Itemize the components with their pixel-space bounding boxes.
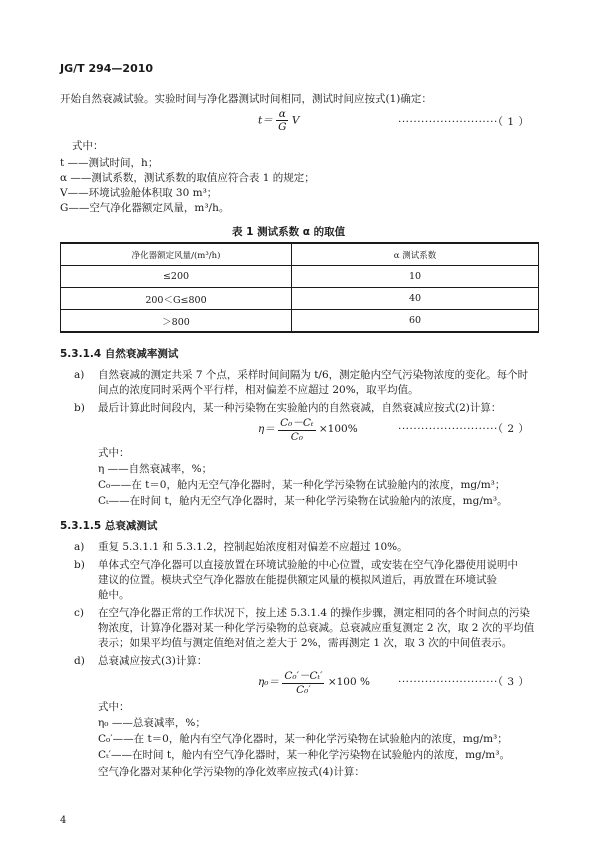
document-code: JG/T 294—2010 — [60, 62, 154, 75]
equation-1-number: ··························（ 1 ） — [398, 116, 530, 128]
table-header-row — [61, 243, 539, 266]
table-cell: ＞800 — [61, 310, 292, 333]
table-cell: 200＜G≤800 — [61, 288, 292, 310]
table-1 — [60, 242, 539, 333]
equation-1-rhs: V — [291, 114, 300, 127]
s5314-a-line1: 自然衰减的测定共采 7 个点，采样时间间隔为 t/6，测定舱内空气污染物浓度的变化。每个时 — [98, 369, 529, 381]
vars2-item-ct: Cₜ——在时间 t，舱内无空气净化器时，某一种化学污染物在试验舱内的浓度，mg/m³。 — [98, 495, 508, 507]
section-5-3-1-5-title: 5.3.1.5 总衰减测试 — [60, 520, 158, 532]
s5315-a-line1: 重复 5.3.1.1 和 5.3.1.2，控制起始浓度相对偏差不应超过 10%。 — [98, 541, 408, 553]
equation-2-number: ··························（ 2 ） — [398, 423, 530, 435]
vars1-heading: 式中： — [72, 140, 104, 152]
item-a-label: a) — [74, 369, 85, 381]
equation-3-fraction — [282, 668, 324, 696]
table-row — [61, 288, 539, 310]
equation-2-denominator: C₀ — [290, 431, 303, 443]
vars3-item-ct-prime: Cₜ′——在时间 t，舱内有空气净化器时，某一种化学污染物在试验舱内的浓度，mg/m³。 — [98, 749, 510, 761]
equation-1-numerator: α — [276, 108, 288, 121]
equation-3-denominator: C₀′ — [296, 684, 311, 696]
vars1-item-g: G——空气净化器额定风量，m³/h。 — [60, 202, 230, 214]
vars3-final-text: 空气净化器对某种化学污染物的净化效率应按式(4)计算： — [98, 766, 365, 778]
item-d-label: d) — [74, 655, 85, 667]
s5315-d-line1: 总衰减应按式(3)计算： — [98, 655, 208, 667]
vars3-item-c0-prime: C₀′——在 t＝0，舱内有空气净化器时，某一种化学污染物在试验舱内的浓度，mg/m³； — [98, 733, 508, 745]
table-row — [61, 310, 539, 333]
table-1-caption: 表 1 测试系数 α 的取值 — [232, 226, 346, 238]
equation-3-numerator: C₀′－Cₜ′ — [284, 670, 323, 682]
s5314-b-line1: 最后计算此时间段内，某一种污染物在实验舱内的自然衰减，自然衰减应按式(2)计算： — [98, 402, 502, 414]
s5315-b-line1: 单体式空气净化器可以直接放置在环境试验舱的中心位置，或安装在空气净化器使用说明中 — [98, 559, 518, 571]
intro-text: 开始自然衰减试验。实验时间与净化器测试时间相同，测试时间应按式(1)确定： — [60, 93, 432, 105]
equation-2 — [258, 415, 358, 443]
equation-2-lhs: η＝ — [258, 423, 275, 435]
table-cell: 60 — [292, 310, 539, 333]
vars2-item-eta: η ——自然衰减率，%； — [98, 463, 213, 475]
s5315-c-line2: 物浓度，计算净化器对某一种化学污染物的总衰减。总衰减应重复测定 2 次，取 2 次的平均值 — [98, 622, 535, 634]
equation-1-lhs: t＝ — [258, 114, 273, 127]
vars1-item-v: V——环境试验舱体积取 30 m³； — [60, 187, 218, 199]
s5315-c-line1: 在空气净化器正常的工作状况下，按上述 5.3.1.4 的操作步骤，测定相同的各个时间点的污染 — [98, 607, 530, 619]
table-header-coefficient: α 测试系数 — [292, 243, 539, 266]
item-c-label: c) — [74, 607, 84, 619]
s5315-b-line2: 建议的位置。模块式空气净化器放在能提供额定风量的模拟风道后，再放置在环境试验 — [98, 574, 497, 586]
vars2-item-c0: C₀——在 t＝0，舱内无空气净化器时，某一种化学污染物在试验舱内的浓度，mg/m³； — [98, 479, 506, 491]
section-5-3-1-4-title: 5.3.1.4 自然衰减率测试 — [60, 348, 179, 360]
item-a-label: a) — [74, 541, 85, 553]
vars1-item-alpha: α ——测试系数，测试系数的取值应符合表 1 的规定； — [60, 172, 315, 184]
equation-3-number: ··························（ 3 ） — [398, 676, 530, 688]
table-row — [61, 266, 539, 288]
vars1-item-t: t ——测试时间，h； — [60, 157, 159, 169]
equation-1 — [258, 108, 299, 133]
table-cell: 10 — [292, 266, 539, 288]
equation-3 — [258, 668, 370, 696]
equation-2-rhs: ×100% — [318, 423, 358, 435]
item-b-label: b) — [74, 402, 85, 414]
table-header-airflow: 净化器额定风量/(m³/h) — [61, 243, 292, 266]
equation-1-denominator: G — [278, 121, 287, 133]
vars3-heading: 式中： — [98, 701, 130, 713]
s5315-c-line3: 表示；如果平均值与测定值绝对值之差大于 2%，需再测定 1 次，取 3 次的中间值表示。 — [98, 637, 513, 649]
equation-2-fraction — [278, 415, 315, 443]
equation-3-rhs: ×100 % — [327, 676, 370, 688]
table-cell: ≤200 — [61, 266, 292, 288]
page-number: 4 — [60, 815, 67, 826]
s5314-a-line2: 间点的浓度同时采两个平行样，相对偏差不应超过 20%，取平均值。 — [98, 384, 419, 396]
vars3-item-eta0: η₀ ——总衰减率，%； — [98, 717, 206, 729]
equation-1-fraction — [276, 108, 288, 133]
s5315-b-line3: 舱中。 — [98, 589, 130, 601]
table-cell: 40 — [292, 288, 539, 310]
item-b-label: b) — [74, 559, 85, 571]
vars2-heading: 式中： — [98, 447, 130, 459]
equation-2-numerator: C₀－Cₜ — [280, 417, 314, 429]
equation-3-lhs: η₀＝ — [258, 676, 279, 688]
